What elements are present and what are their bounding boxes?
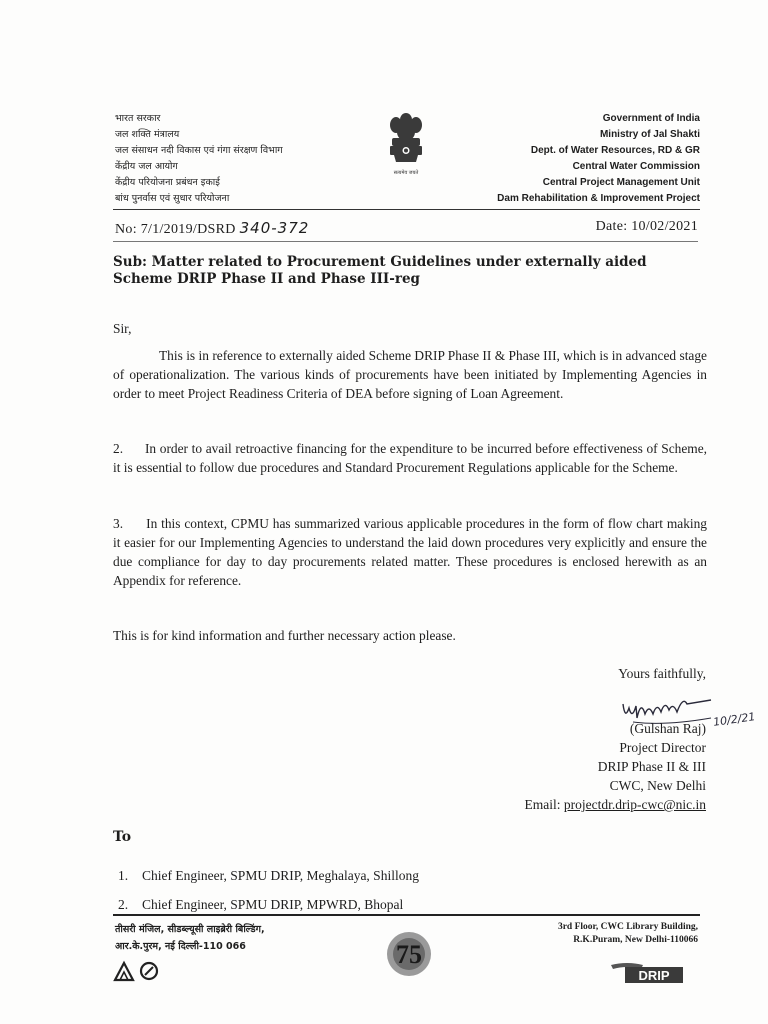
logo-75-text: 75 <box>396 940 422 969</box>
english-line: Government of India <box>602 113 700 124</box>
emblem-caption: सत्यमेव जयते <box>393 170 419 176</box>
azadi-75-logo <box>380 925 438 983</box>
recipient-text: Chief Engineer, SPMU DRIP, MPWRD, Bhopal <box>142 897 404 912</box>
closing: Yours faithfully, <box>618 666 706 681</box>
paragraph-4: This is for kind information and further necessary action please. <box>113 628 456 643</box>
english-line: Dept. of Water Resources, RD & GR <box>530 145 700 156</box>
to-label: To <box>113 829 132 845</box>
english-line: Ministry of Jal Shakti <box>599 129 700 140</box>
footer-divider <box>113 914 700 916</box>
english-line: Dam Rehabilitation & Improvement Project <box>497 193 700 204</box>
hindi-line: केंद्रीय जल आयोग <box>115 161 178 172</box>
signatory-block <box>524 719 706 814</box>
recipient-list <box>118 861 419 919</box>
reference-divider <box>113 241 698 242</box>
hindi-line: भारत सरकार <box>115 113 161 124</box>
recipient-text: Chief Engineer, SPMU DRIP, Meghalaya, Shillong <box>142 868 419 883</box>
signatory-email-line <box>524 795 706 814</box>
header-hindi <box>115 111 283 207</box>
footer-hindi-line: तीसरी मंजिल, सीडब्ल्यूसी लाइब्रेरी बिल्डिंग, <box>115 924 265 935</box>
hindi-line: जल संसाधन नदी विकास एवं गंगा संरक्षण विभाग <box>115 145 283 156</box>
english-line: Central Water Commission <box>572 161 700 172</box>
signatory-designation: Project Director <box>619 740 706 755</box>
header-english <box>497 111 700 207</box>
email-link[interactable]: projectdr.drip-cwc@nic.in <box>563 797 706 812</box>
footer-small-logos <box>113 960 177 982</box>
english-line: Central Project Management Unit <box>542 177 700 188</box>
footer-english-line: 3rd Floor, CWC Library Building, <box>557 922 698 932</box>
signatory-office: CWC, New Delhi <box>609 778 706 793</box>
email-label: Email: <box>524 797 564 812</box>
hindi-line: जल शक्ति मंत्रालय <box>115 129 180 140</box>
drip-logo <box>607 959 687 987</box>
signatory-name: (Gulshan Raj) <box>629 721 706 736</box>
footer-hindi-line: आर.के.पुरम, नई दिल्ली-110 066 <box>115 941 246 952</box>
signature-date: 10/2/21 <box>712 710 757 729</box>
hindi-line: बांध पुनर्वास एवं सुधार परियोजना <box>115 193 230 204</box>
footer-english-line: R.K.Puram, New Delhi-110066 <box>573 935 698 945</box>
list-item <box>118 861 419 890</box>
hindi-line: केंद्रीय परियोजना प्रबंधन इकाई <box>115 177 220 188</box>
salutation: Sir, <box>113 321 132 336</box>
signatory-project: DRIP Phase II & III <box>597 759 706 774</box>
footer-hindi-address <box>115 921 265 955</box>
reference-number: No: 7/1/2019/DSRD <box>115 222 236 237</box>
national-emblem-icon <box>380 110 432 180</box>
handwritten-dispatch-number: 340-372 <box>239 219 310 237</box>
letter-date: Date: 10/02/2021 <box>595 219 698 234</box>
paragraph-3: 3. In this context, CPMU has summarized various applicable procedures in the form of flow chart making it easier for our Implementing Agencies to understand the laid down procedures very explicitly and ensure the due compliance for day to day procurements related matter. These procedures is enclosed herewith as an Appendix for reference. <box>113 516 711 588</box>
drip-logo-text: DRIP <box>638 968 670 983</box>
subject: Sub: Matter related to Procurement Guidelines under externally aided Scheme DRIP Phase II and Phase III-reg <box>113 254 647 287</box>
footer-english-address <box>558 921 698 947</box>
recipient-number: 2. <box>118 897 129 912</box>
header-divider <box>113 209 700 210</box>
paragraph-2: 2. In order to avail retroactive financing for the expenditure to be incurred before effectiveness of Scheme, it is essential to follow due procedures and Standard Procurement Regulations applicable for the Scheme. <box>113 441 711 475</box>
paragraph-1: This is in reference to externally aided Scheme DRIP Phase II & Phase III, which is in advanced stage of operationalization. The various kinds of procurements have been initiated by Implementing Agencies in order to meet Project Readiness Criteria of DEA before signing of Loan Agreement. <box>113 348 707 401</box>
recipient-number: 1. <box>118 868 129 883</box>
